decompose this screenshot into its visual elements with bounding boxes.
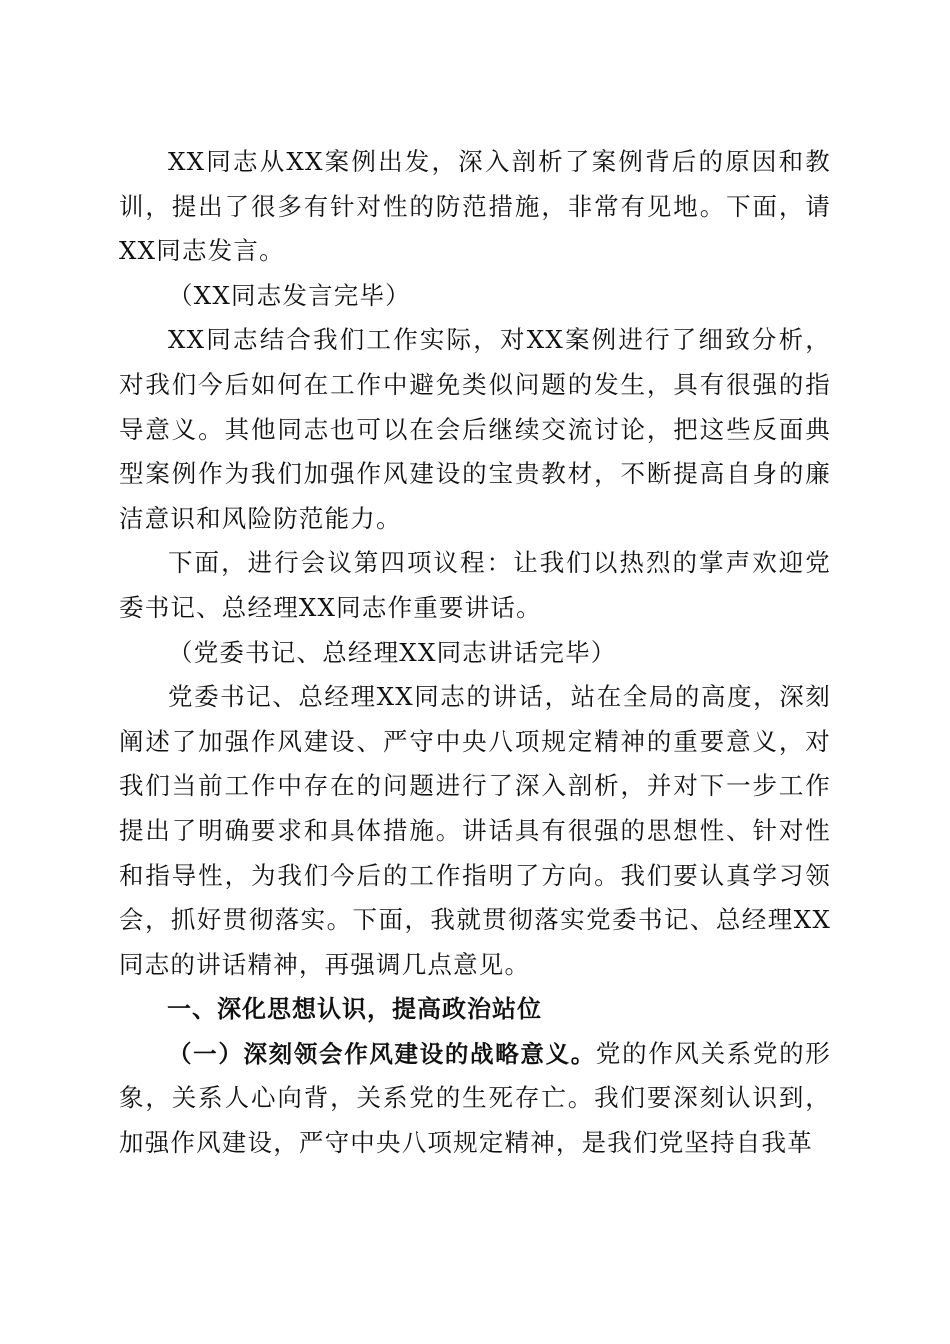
document-body [119, 140, 831, 1166]
paragraph-agenda-item-four: 下面，进行会议第四项议程：让我们以热烈的掌声欢迎党委书记、总经理XX同志作重要讲话。 [119, 548, 831, 622]
section-heading-1: 一、深化思想认识，提高政治站位 [167, 995, 542, 1024]
speech-complete-note: （XX同志发言完毕） [168, 280, 411, 310]
secretary-speech-complete-note: （党委书记、总经理XX同志讲话完毕） [168, 637, 617, 667]
paragraph-guidance: XX同志结合我们工作实际，对XX案例进行了细致分析，对我们今后如何在工作中避免类似问题的发生，具有很强的指导意义。其他同志也可以在会后继续交流讨论，把这些反面典型案例作为我们加强作风建设的宝贵教材，不断提高自身的廉洁意识和风险防范能力。 [119, 325, 831, 533]
paragraph-case-analysis: XX同志从XX案例出发，深入剖析了案例背后的原因和教训，提出了很多有针对性的防范措施，非常有见地。下面，请XX同志发言。 [119, 147, 831, 266]
paragraph-speech-summary: 党委书记、总经理XX同志的讲话，站在全局的高度，深刻阐述了加强作风建设、严守中央八项规定精神的重要意义，对我们当前工作中存在的问题进行了深入剖析，并对下一步工作提出了明确要求和具体措施。讲话具有很强的思想性、针对性和指导性，为我们今后的工作指明了方向。我们要认真学习领会，抓好贯彻落实。下面，我就贯彻落实党委书记、总经理XX同志的讲话精神，再强调几点意见。 [119, 682, 831, 979]
subheading-1-1: （一）深刻领会作风建设的战略意义。 [168, 1039, 596, 1068]
paragraph-section-1-1 [119, 1032, 831, 1166]
paragraph-section-1-1-text: 党的作风关系党的形象，关系人心向背，关系党的生死存亡。我们要深刻认识到，加强作风建设，严守中央八项规定精神，是我们党坚持自我革 [119, 1038, 831, 1158]
